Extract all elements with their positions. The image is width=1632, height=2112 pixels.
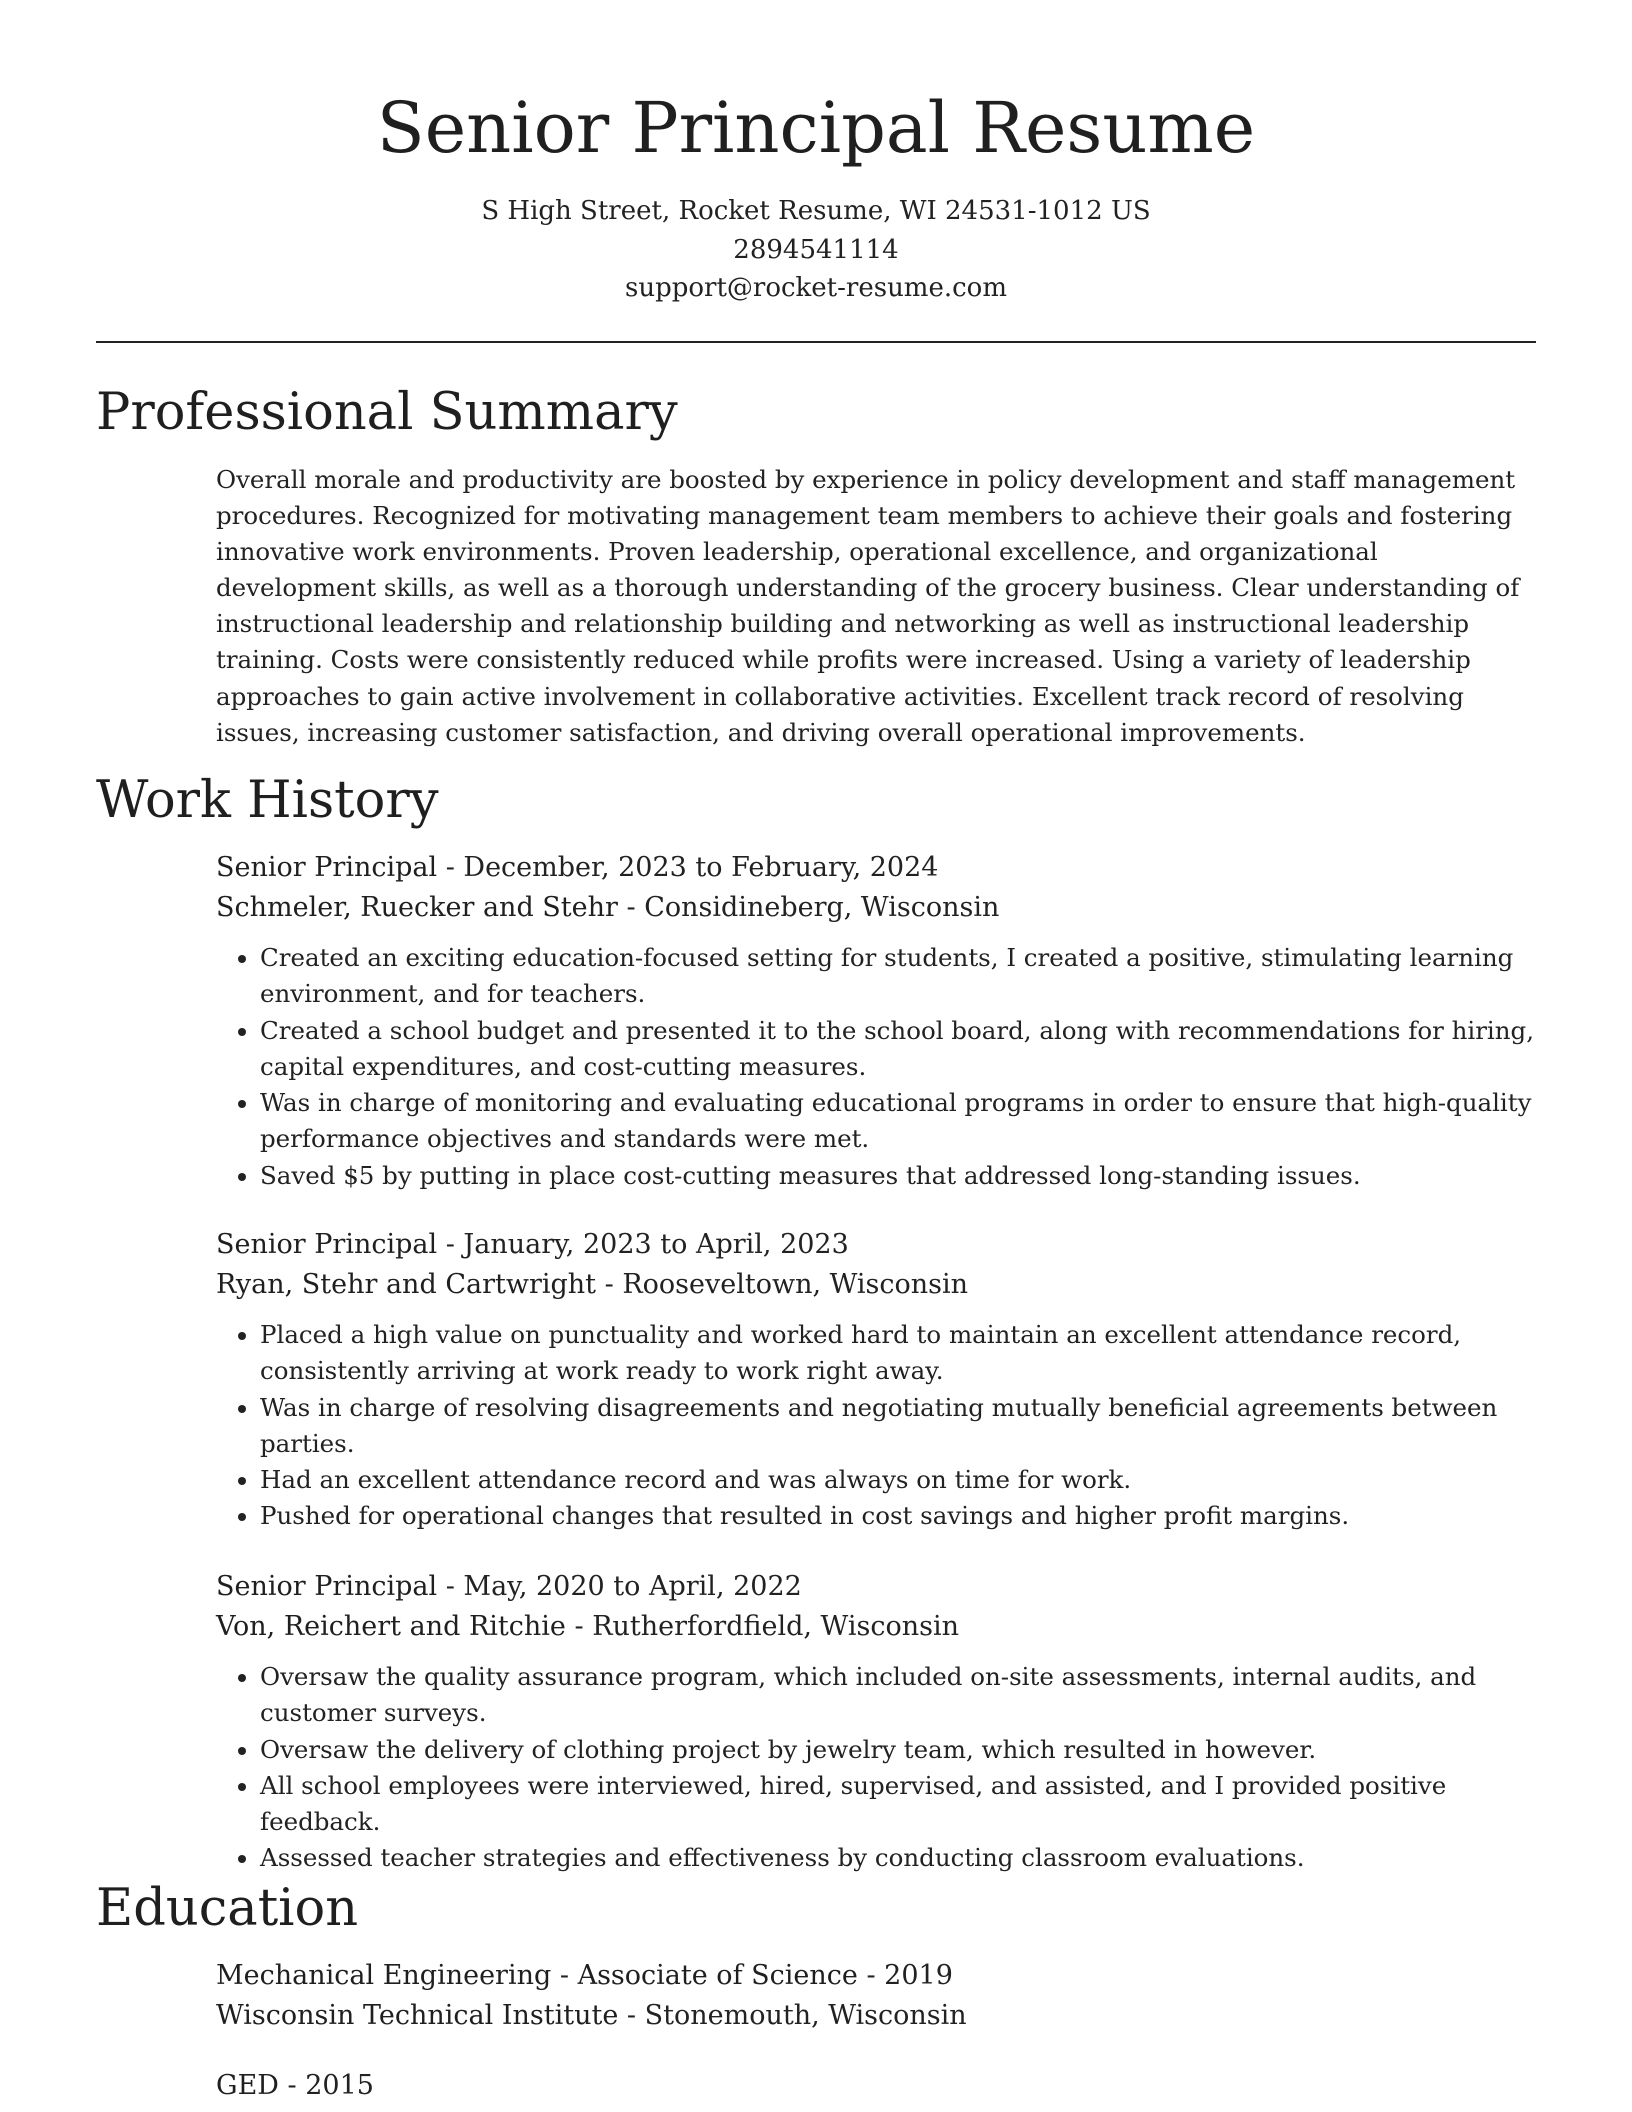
job-bullet: • Created an exciting education-focused setting for students, I created a positive, stimulating learning environment, and for teachers.: [260, 940, 1536, 1013]
job-title-line: Senior Principal - December, 2023 to February, 2024: [216, 852, 939, 883]
resume-title: Senior Principal Resume: [376, 87, 1256, 169]
education-degree-line: Mechanical Engineering - Associate of Science - 2019: [216, 1960, 953, 1991]
job-role: Senior Principal: [216, 852, 438, 883]
job-location: Rooseveltown, Wisconsin: [622, 1269, 969, 1300]
phone-text: 2894541114: [733, 234, 899, 265]
job-bullet: • Had an excellent attendance record and was always on time for work.: [260, 1462, 1536, 1498]
job-company: Von, Reichert and Ritchie: [216, 1611, 566, 1642]
job-location: Rutherfordfield, Wisconsin: [592, 1611, 959, 1642]
job-company-line: Von, Reichert and Ritchie - Rutherfordfield, Wisconsin: [216, 1611, 959, 1642]
job-bullet: • Assessed teacher strategies and effectiveness by conducting classroom evaluations.: [260, 1840, 1536, 1876]
job-bullet: • All school employees were interviewed, hired, supervised, and assisted, and I provided positive feedback.: [260, 1768, 1536, 1841]
work-history-heading: Work History: [96, 771, 439, 830]
job-bullets: [216, 940, 1536, 1194]
job-bullet: • Oversaw the quality assurance program, which included on-site assessments, internal audits, and customer surveys.: [260, 1659, 1536, 1732]
job-dates: December, 2023 to February, 2024: [463, 852, 939, 883]
contact-info: [0, 192, 1632, 308]
job-location: Considineberg, Wisconsin: [644, 892, 1000, 923]
job-bullet: • Placed a high value on punctuality and worked hard to maintain an excellent attendance record, consistently arriving at work ready to work right away.: [260, 1317, 1536, 1390]
job-dates: May, 2020 to April, 2022: [463, 1571, 802, 1602]
job-entry: [216, 1567, 1536, 1877]
job-bullet: • Oversaw the delivery of clothing project by jewelry team, which resulted in however.: [260, 1732, 1536, 1768]
job-bullets: [216, 1659, 1536, 1877]
job-dates: January, 2023 to April, 2023: [463, 1229, 849, 1260]
education-degree: GED: [216, 2070, 279, 2101]
job-company: Schmeler, Ruecker and Stehr: [216, 892, 618, 923]
education-school-line: Wisconsin Technical Institute - Stonemouth, Wisconsin: [216, 2000, 967, 2031]
job-bullet: • Saved $5 by putting in place cost-cutting measures that addressed long-standing issues.: [260, 1158, 1536, 1194]
job-bullet: • Pushed for operational changes that resulted in cost savings and higher profit margins.: [260, 1498, 1536, 1534]
education-entry: [216, 1956, 1536, 2036]
education-year: 2019: [884, 1960, 953, 1991]
summary-heading: Professional Summary: [96, 383, 678, 442]
education-heading: Education: [96, 1879, 359, 1938]
summary-text: Overall morale and productivity are boosted by experience in policy development and staff management procedures. Recognized for motivating management team members to achieve their goals and fostering innovative work environments. Proven leadership, operational excellence, and organizational development skills, as well as a thorough understanding of the grocery business. Clear understanding of instructional leadership and relationship building and networking as well as instructional leadership training. Costs were consistently reduced while profits were increased. Using a variety of leadership approaches to gain active involvement in collaborative activities. Excellent track record of resolving issues, increasing customer satisfaction, and driving overall operational improvements.: [216, 465, 1520, 747]
education-school: Wisconsin Technical Institute: [216, 2000, 619, 2031]
job-bullet: • Created a school budget and presented it to the school board, along with recommendations for hiring, capital expenditures, and cost-cutting measures.: [260, 1013, 1536, 1086]
education-degree-line: GED - 2015: [216, 2070, 374, 2101]
job-entry: [216, 1225, 1536, 1535]
education-location: Stonemouth, Wisconsin: [644, 2000, 967, 2031]
education-field: Mechanical Engineering: [216, 1960, 552, 1991]
job-role: Senior Principal: [216, 1571, 438, 1602]
header-divider: [96, 341, 1536, 343]
job-role: Senior Principal: [216, 1229, 438, 1260]
education-degree: Associate of Science: [577, 1960, 858, 1991]
job-bullets: [216, 1317, 1536, 1535]
job-entry: [216, 848, 1536, 1194]
job-company-line: Schmeler, Ruecker and Stehr - Considineberg, Wisconsin: [216, 892, 1000, 923]
job-bullet: • Was in charge of monitoring and evaluating educational programs in order to ensure that high-quality performance objectives and standards were met.: [260, 1085, 1536, 1158]
job-company-line: Ryan, Stehr and Cartwright - Rooseveltown, Wisconsin: [216, 1269, 969, 1300]
job-bullet: • Was in charge of resolving disagreements and negotiating mutually beneficial agreements between parties.: [260, 1390, 1536, 1463]
job-title-line: Senior Principal - May, 2020 to April, 2022: [216, 1571, 802, 1602]
job-title-line: Senior Principal - January, 2023 to April, 2023: [216, 1229, 849, 1260]
email-text: support@rocket-resume.com: [624, 273, 1007, 303]
job-company: Ryan, Stehr and Cartwright: [216, 1269, 597, 1300]
education-entry: [216, 2066, 1536, 2106]
education-year: 2015: [305, 2070, 374, 2101]
address-text: S High Street, Rocket Resume, WI 24531-1012 US: [481, 196, 1151, 226]
